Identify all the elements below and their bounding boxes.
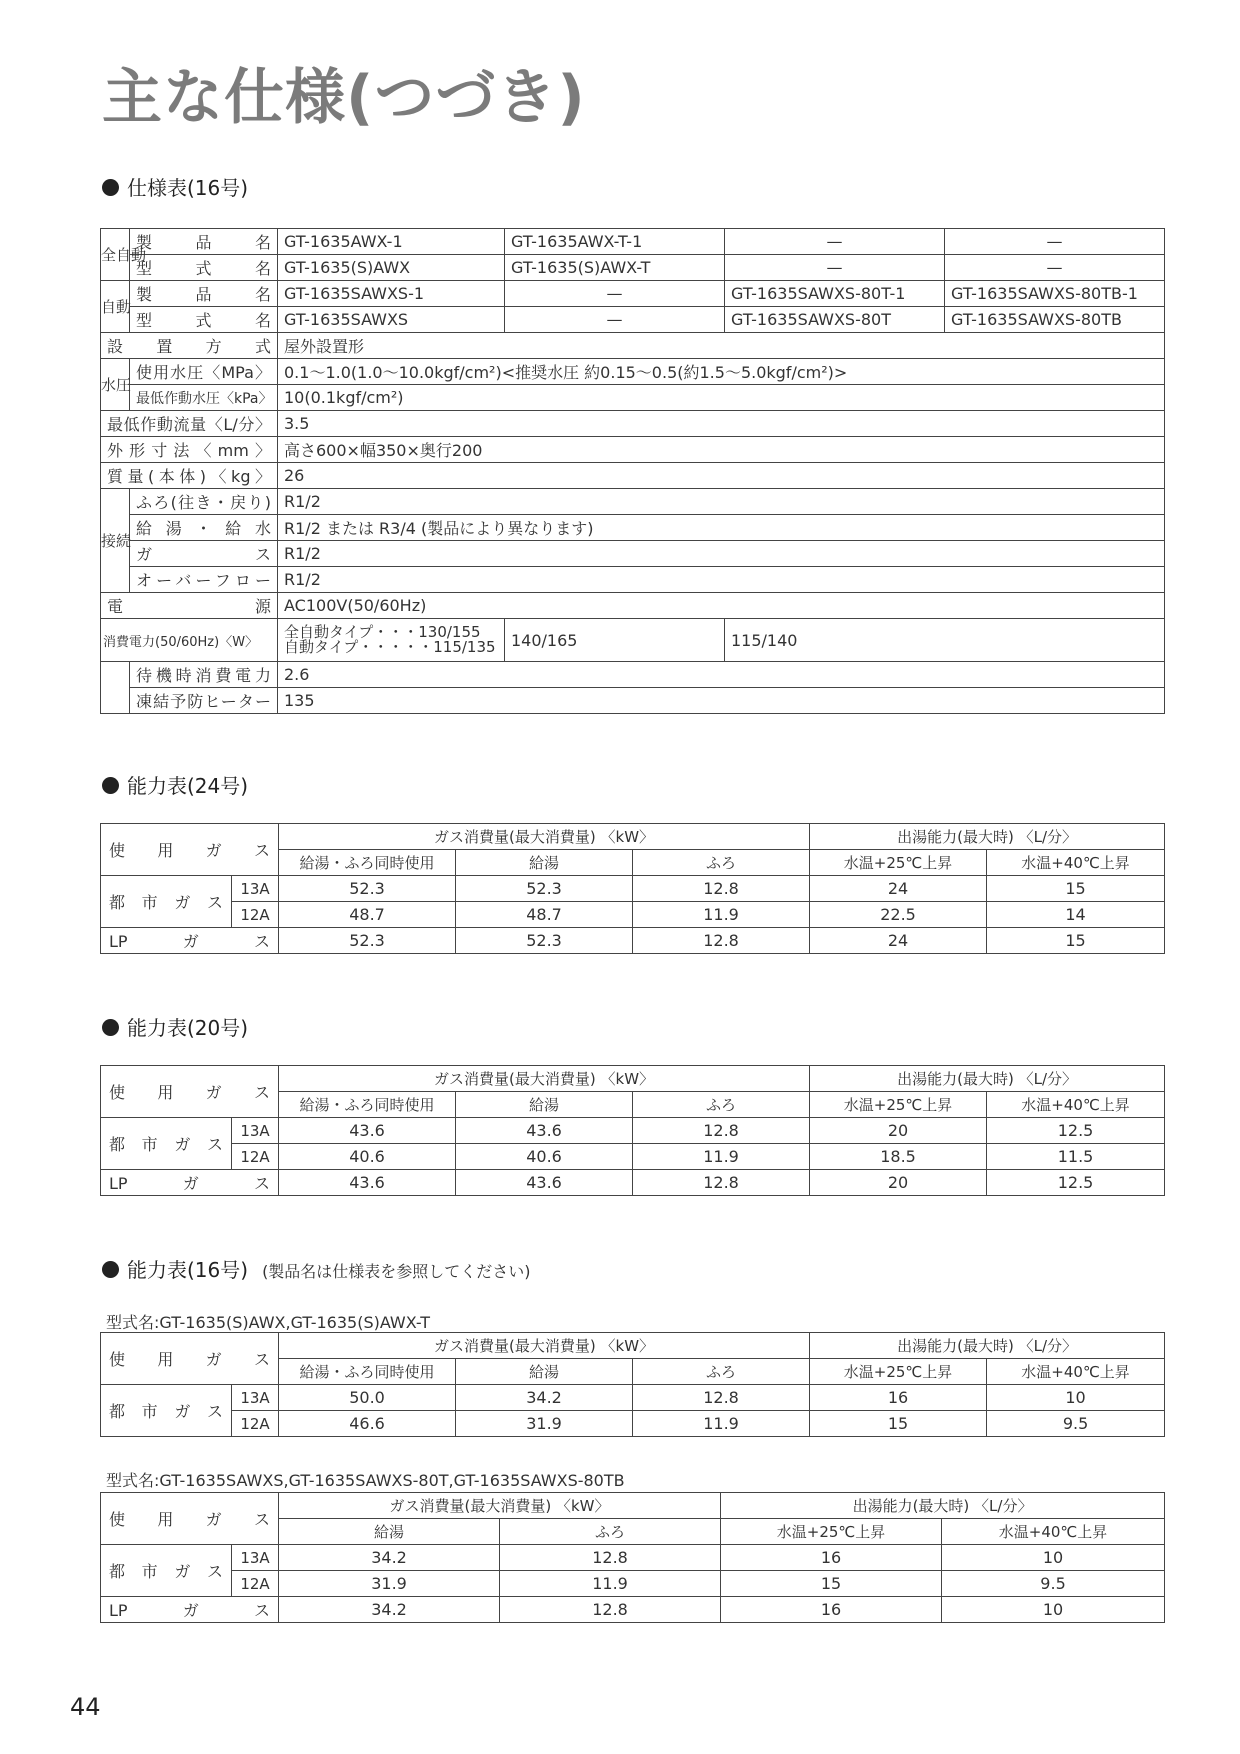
lp-gas-label: LPガス: [101, 1597, 279, 1623]
table-cell: 15: [987, 876, 1165, 902]
table-cell: 50.0: [279, 1385, 456, 1411]
product-name-label: 製品名: [130, 229, 278, 255]
plus40-header: 水温+40℃上昇: [987, 850, 1165, 876]
table-cell: 10: [942, 1597, 1165, 1623]
min-pressure-label: 最低作動水圧〈kPa〉: [130, 385, 278, 411]
plus25-header: 水温+25℃上昇: [810, 850, 987, 876]
page-number: 44: [70, 1693, 101, 1721]
table-cell: 12.8: [500, 1597, 721, 1623]
gas-consumption-header: ガス消費量(最大消費量) 〈kW〉: [279, 1066, 810, 1092]
supply-connection-value: R1/2 または R3/4 (製品により異なります): [278, 515, 1165, 541]
lp-gas-label: LPガス: [101, 1170, 279, 1196]
bullet-icon: [102, 179, 119, 196]
table-cell: 12.8: [500, 1545, 721, 1571]
table-cell: GT-1635SAWXS-1: [278, 281, 505, 307]
table-cell: —: [725, 229, 945, 255]
table-cell: 48.7: [456, 902, 633, 928]
table-row: [101, 1118, 1165, 1144]
table-cell: 48.7: [279, 902, 456, 928]
table-cell: GT-1635SAWXS-80T: [725, 307, 945, 333]
gas-connection-value: R1/2: [278, 541, 1165, 567]
antifreeze-label: 凍結予防ヒーター: [130, 688, 278, 714]
table-cell: 12.8: [633, 1385, 810, 1411]
table-row: [101, 281, 1165, 307]
power-source-value: AC100V(50/60Hz): [278, 593, 1165, 619]
cap24-table: [100, 823, 1165, 954]
table-row: [101, 1493, 1165, 1519]
table-cell: 24: [810, 876, 987, 902]
table-cell: 10: [942, 1545, 1165, 1571]
city-gas-label: 都市ガス: [101, 1385, 232, 1437]
simultaneous-header: 給湯・ふろ同時使用: [279, 1359, 456, 1385]
table-cell: 16: [721, 1597, 942, 1623]
standby-value: 2.6: [278, 662, 1165, 688]
standby-label: 待機時消費電力: [130, 662, 278, 688]
table-cell: 52.3: [279, 928, 456, 954]
gas-12a-label: 12A: [232, 1571, 279, 1597]
table-cell: 15: [987, 928, 1165, 954]
supply-header: 給湯: [456, 850, 633, 876]
cap20-section-heading: [102, 1012, 248, 1041]
table-cell: 14: [987, 902, 1165, 928]
consumption-value-3: 115/140: [725, 619, 1165, 662]
table-cell: —: [725, 255, 945, 281]
cap16-model-a: 型式名:GT-1635(S)AWX,GT-1635(S)AWX-T: [106, 1313, 430, 1332]
table-cell: GT-1635AWX-T-1: [505, 229, 725, 255]
table-row: [101, 928, 1165, 954]
table-row: [101, 876, 1165, 902]
product-name-label: 製品名: [130, 281, 278, 307]
supply-header: 給湯: [456, 1359, 633, 1385]
table-cell: GT-1635(S)AWX-T: [505, 255, 725, 281]
table-row: [101, 1066, 1165, 1092]
mass-value: 26: [278, 463, 1165, 489]
table-cell: 43.6: [456, 1118, 633, 1144]
gas-12a-label: 12A: [232, 1411, 279, 1437]
cap16-section-heading: [102, 1254, 531, 1283]
bath-header: ふろ: [633, 1359, 810, 1385]
bath-header: ふろ: [500, 1519, 721, 1545]
table-row: [101, 688, 1165, 714]
cap24-section-heading: [102, 770, 248, 799]
table-row: [101, 489, 1165, 515]
table-row: [101, 619, 1165, 662]
spec-table: [100, 228, 1165, 714]
gas-connection-label: ガス: [130, 541, 278, 567]
plus40-header: 水温+40℃上昇: [987, 1092, 1165, 1118]
table-cell: 10: [987, 1385, 1165, 1411]
simultaneous-header: 給湯・ふろ同時使用: [279, 850, 456, 876]
hot-water-capacity-header: 出湯能力(最大時) 〈L/分〉: [810, 1333, 1165, 1359]
city-gas-label: 都市ガス: [101, 876, 232, 928]
consumption-label: 消費電力(50/60Hz)〈W〉: [101, 619, 278, 662]
cap16-model-b: 型式名:GT-1635SAWXS,GT-1635SAWXS-80T,GT-1635SAWXS-80TB: [106, 1471, 625, 1490]
bullet-icon: [102, 777, 119, 794]
table-cell: 9.5: [942, 1571, 1165, 1597]
gas-type-header: 使用ガス: [101, 824, 279, 876]
install-label: 設置方式: [101, 333, 278, 359]
table-cell: 12.8: [633, 1118, 810, 1144]
table-cell: 15: [721, 1571, 942, 1597]
table-cell: 34.2: [279, 1597, 500, 1623]
spec-section-heading: [102, 172, 248, 201]
overflow-label: オーバーフロー: [130, 567, 278, 593]
table-row: [101, 1144, 1165, 1170]
simultaneous-header: 給湯・ふろ同時使用: [279, 1092, 456, 1118]
table-row: [101, 1170, 1165, 1196]
hot-water-capacity-header: 出湯能力(最大時) 〈L/分〉: [810, 824, 1165, 850]
table-row: [101, 437, 1165, 463]
table-row: [101, 333, 1165, 359]
table-row: [101, 515, 1165, 541]
page-title: 主な仕様(つづき): [102, 63, 586, 133]
model-name-label: 型式名: [130, 307, 278, 333]
table-row: [101, 411, 1165, 437]
table-cell: 12.8: [633, 1170, 810, 1196]
plus40-header: 水温+40℃上昇: [987, 1359, 1165, 1385]
min-flow-label: 最低作動流量〈L/分〉: [101, 411, 278, 437]
supply-header: 給湯: [279, 1519, 500, 1545]
min-flow-value: 3.5: [278, 411, 1165, 437]
bullet-icon: [102, 1019, 119, 1036]
model-name-label: 型式名: [130, 255, 278, 281]
consumption-auto: 自動タイプ・・・・・115/135: [284, 638, 496, 656]
mass-label: 質量(本体)〈kg〉: [101, 463, 278, 489]
table-cell: 40.6: [456, 1144, 633, 1170]
table-cell: 15: [810, 1411, 987, 1437]
spec-heading-text: 仕様表(16号): [127, 176, 249, 200]
table-row: [101, 307, 1165, 333]
gas-12a-label: 12A: [232, 1144, 279, 1170]
table-cell: 11.9: [633, 902, 810, 928]
table-row: [101, 359, 1165, 385]
gas-13a-label: 13A: [232, 1385, 279, 1411]
table-cell: 34.2: [279, 1545, 500, 1571]
cap16-note: (製品名は仕様表を参照してください): [262, 1262, 531, 1281]
gas-13a-label: 13A: [232, 1118, 279, 1144]
consumption-full-auto: 全自動タイプ・・・130/155: [284, 623, 481, 641]
cap20-table: [100, 1065, 1165, 1196]
table-row: [101, 385, 1165, 411]
power-source-label: 電源: [101, 593, 278, 619]
table-cell: 22.5: [810, 902, 987, 928]
table-cell: 16: [721, 1545, 942, 1571]
table-row: [101, 463, 1165, 489]
table-cell: 24: [810, 928, 987, 954]
cap16-table-a: [100, 1332, 1165, 1437]
cap20-heading-text: 能力表(20号): [127, 1016, 249, 1040]
table-row: [101, 1333, 1165, 1359]
table-row: [101, 902, 1165, 928]
table-cell: 9.5: [987, 1411, 1165, 1437]
bath-connection-label: ふろ(往き・戻り): [130, 489, 278, 515]
bath-connection-value: R1/2: [278, 489, 1165, 515]
table-cell: 31.9: [456, 1411, 633, 1437]
table-cell: 11.5: [987, 1144, 1165, 1170]
table-row: [101, 541, 1165, 567]
supply-header: 給湯: [456, 1092, 633, 1118]
table-cell: 40.6: [279, 1144, 456, 1170]
table-cell: 20: [810, 1170, 987, 1196]
min-pressure-value: 10(0.1kgf/cm²): [278, 385, 1165, 411]
table-row: [101, 567, 1165, 593]
table-cell: 52.3: [279, 876, 456, 902]
table-cell: 12.5: [987, 1170, 1165, 1196]
hot-water-capacity-header: 出湯能力(最大時) 〈L/分〉: [721, 1493, 1165, 1519]
table-cell: 43.6: [279, 1118, 456, 1144]
plus25-header: 水温+25℃上昇: [721, 1519, 942, 1545]
table-cell: 18.5: [810, 1144, 987, 1170]
gas-type-header: 使用ガス: [101, 1493, 279, 1545]
bullet-icon: [102, 1261, 119, 1278]
table-cell: 31.9: [279, 1571, 500, 1597]
table-cell: GT-1635SAWXS-80TB-1: [945, 281, 1165, 307]
supply-connection-label: 給湯・給水: [130, 515, 278, 541]
group-connection: 接続: [101, 489, 130, 593]
lp-gas-label: LPガス: [101, 928, 279, 954]
table-cell: 16: [810, 1385, 987, 1411]
antifreeze-value: 135: [278, 688, 1165, 714]
table-cell: 46.6: [279, 1411, 456, 1437]
group-auto: 自動: [101, 281, 130, 333]
table-cell: GT-1635SAWXS: [278, 307, 505, 333]
hot-water-capacity-header: 出湯能力(最大時) 〈L/分〉: [810, 1066, 1165, 1092]
table-row: [101, 1385, 1165, 1411]
table-row: [101, 662, 1165, 688]
cap24-heading-text: 能力表(24号): [127, 774, 249, 798]
bath-header: ふろ: [633, 850, 810, 876]
table-row: [101, 1411, 1165, 1437]
table-cell: 52.3: [456, 928, 633, 954]
plus40-header: 水温+40℃上昇: [942, 1519, 1165, 1545]
install-value: 屋外設置形: [278, 333, 1165, 359]
table-cell: 43.6: [279, 1170, 456, 1196]
dimensions-value: 高さ600×幅350×奥行200: [278, 437, 1165, 463]
gas-12a-label: 12A: [232, 902, 279, 928]
table-row: [101, 1571, 1165, 1597]
group-full-auto: 全自動: [101, 229, 130, 281]
pressure-label: 使用水圧〈MPa〉: [130, 359, 278, 385]
table-row: [101, 1545, 1165, 1571]
table-cell: —: [945, 255, 1165, 281]
table-cell: GT-1635SAWXS-80TB: [945, 307, 1165, 333]
table-cell: 12.8: [633, 876, 810, 902]
gas-13a-label: 13A: [232, 876, 279, 902]
table-cell: GT-1635(S)AWX: [278, 255, 505, 281]
table-cell: —: [505, 307, 725, 333]
cap16-heading-text: 能力表(16号): [127, 1258, 249, 1282]
table-cell: 43.6: [456, 1170, 633, 1196]
table-cell: 11.9: [633, 1144, 810, 1170]
gas-consumption-header: ガス消費量(最大消費量) 〈kW〉: [279, 824, 810, 850]
gas-consumption-header: ガス消費量(最大消費量) 〈kW〉: [279, 1493, 721, 1519]
gas-13a-label: 13A: [232, 1545, 279, 1571]
gas-type-header: 使用ガス: [101, 1333, 279, 1385]
table-cell: 52.3: [456, 876, 633, 902]
table-row: [101, 1597, 1165, 1623]
blank-cell: [101, 662, 130, 714]
table-row: [101, 229, 1165, 255]
table-cell: 11.9: [633, 1411, 810, 1437]
city-gas-label: 都市ガス: [101, 1118, 232, 1170]
table-cell: 20: [810, 1118, 987, 1144]
gas-consumption-header: ガス消費量(最大消費量) 〈kW〉: [279, 1333, 810, 1359]
table-cell: —: [945, 229, 1165, 255]
plus25-header: 水温+25℃上昇: [810, 1092, 987, 1118]
table-cell: GT-1635SAWXS-80T-1: [725, 281, 945, 307]
plus25-header: 水温+25℃上昇: [810, 1359, 987, 1385]
gas-type-header: 使用ガス: [101, 1066, 279, 1118]
group-water-pressure: 水圧: [101, 359, 130, 411]
consumption-value-2: 140/165: [505, 619, 725, 662]
pressure-value: 0.1〜1.0(1.0〜10.0kgf/cm²)<推奨水圧 約0.15〜0.5(約1.5〜5.0kgf/cm²)>: [278, 359, 1165, 385]
table-row: [101, 593, 1165, 619]
overflow-value: R1/2: [278, 567, 1165, 593]
table-row: [101, 824, 1165, 850]
table-cell: 12.8: [633, 928, 810, 954]
bath-header: ふろ: [633, 1092, 810, 1118]
table-cell: 12.5: [987, 1118, 1165, 1144]
consumption-value-1: [278, 619, 505, 662]
city-gas-label: 都市ガス: [101, 1545, 232, 1597]
table-row: [101, 255, 1165, 281]
table-cell: —: [505, 281, 725, 307]
dimensions-label: 外形寸法〈mm〉: [101, 437, 278, 463]
cap16-table-b: [100, 1492, 1165, 1623]
table-cell: 34.2: [456, 1385, 633, 1411]
table-cell: 11.9: [500, 1571, 721, 1597]
table-cell: GT-1635AWX-1: [278, 229, 505, 255]
